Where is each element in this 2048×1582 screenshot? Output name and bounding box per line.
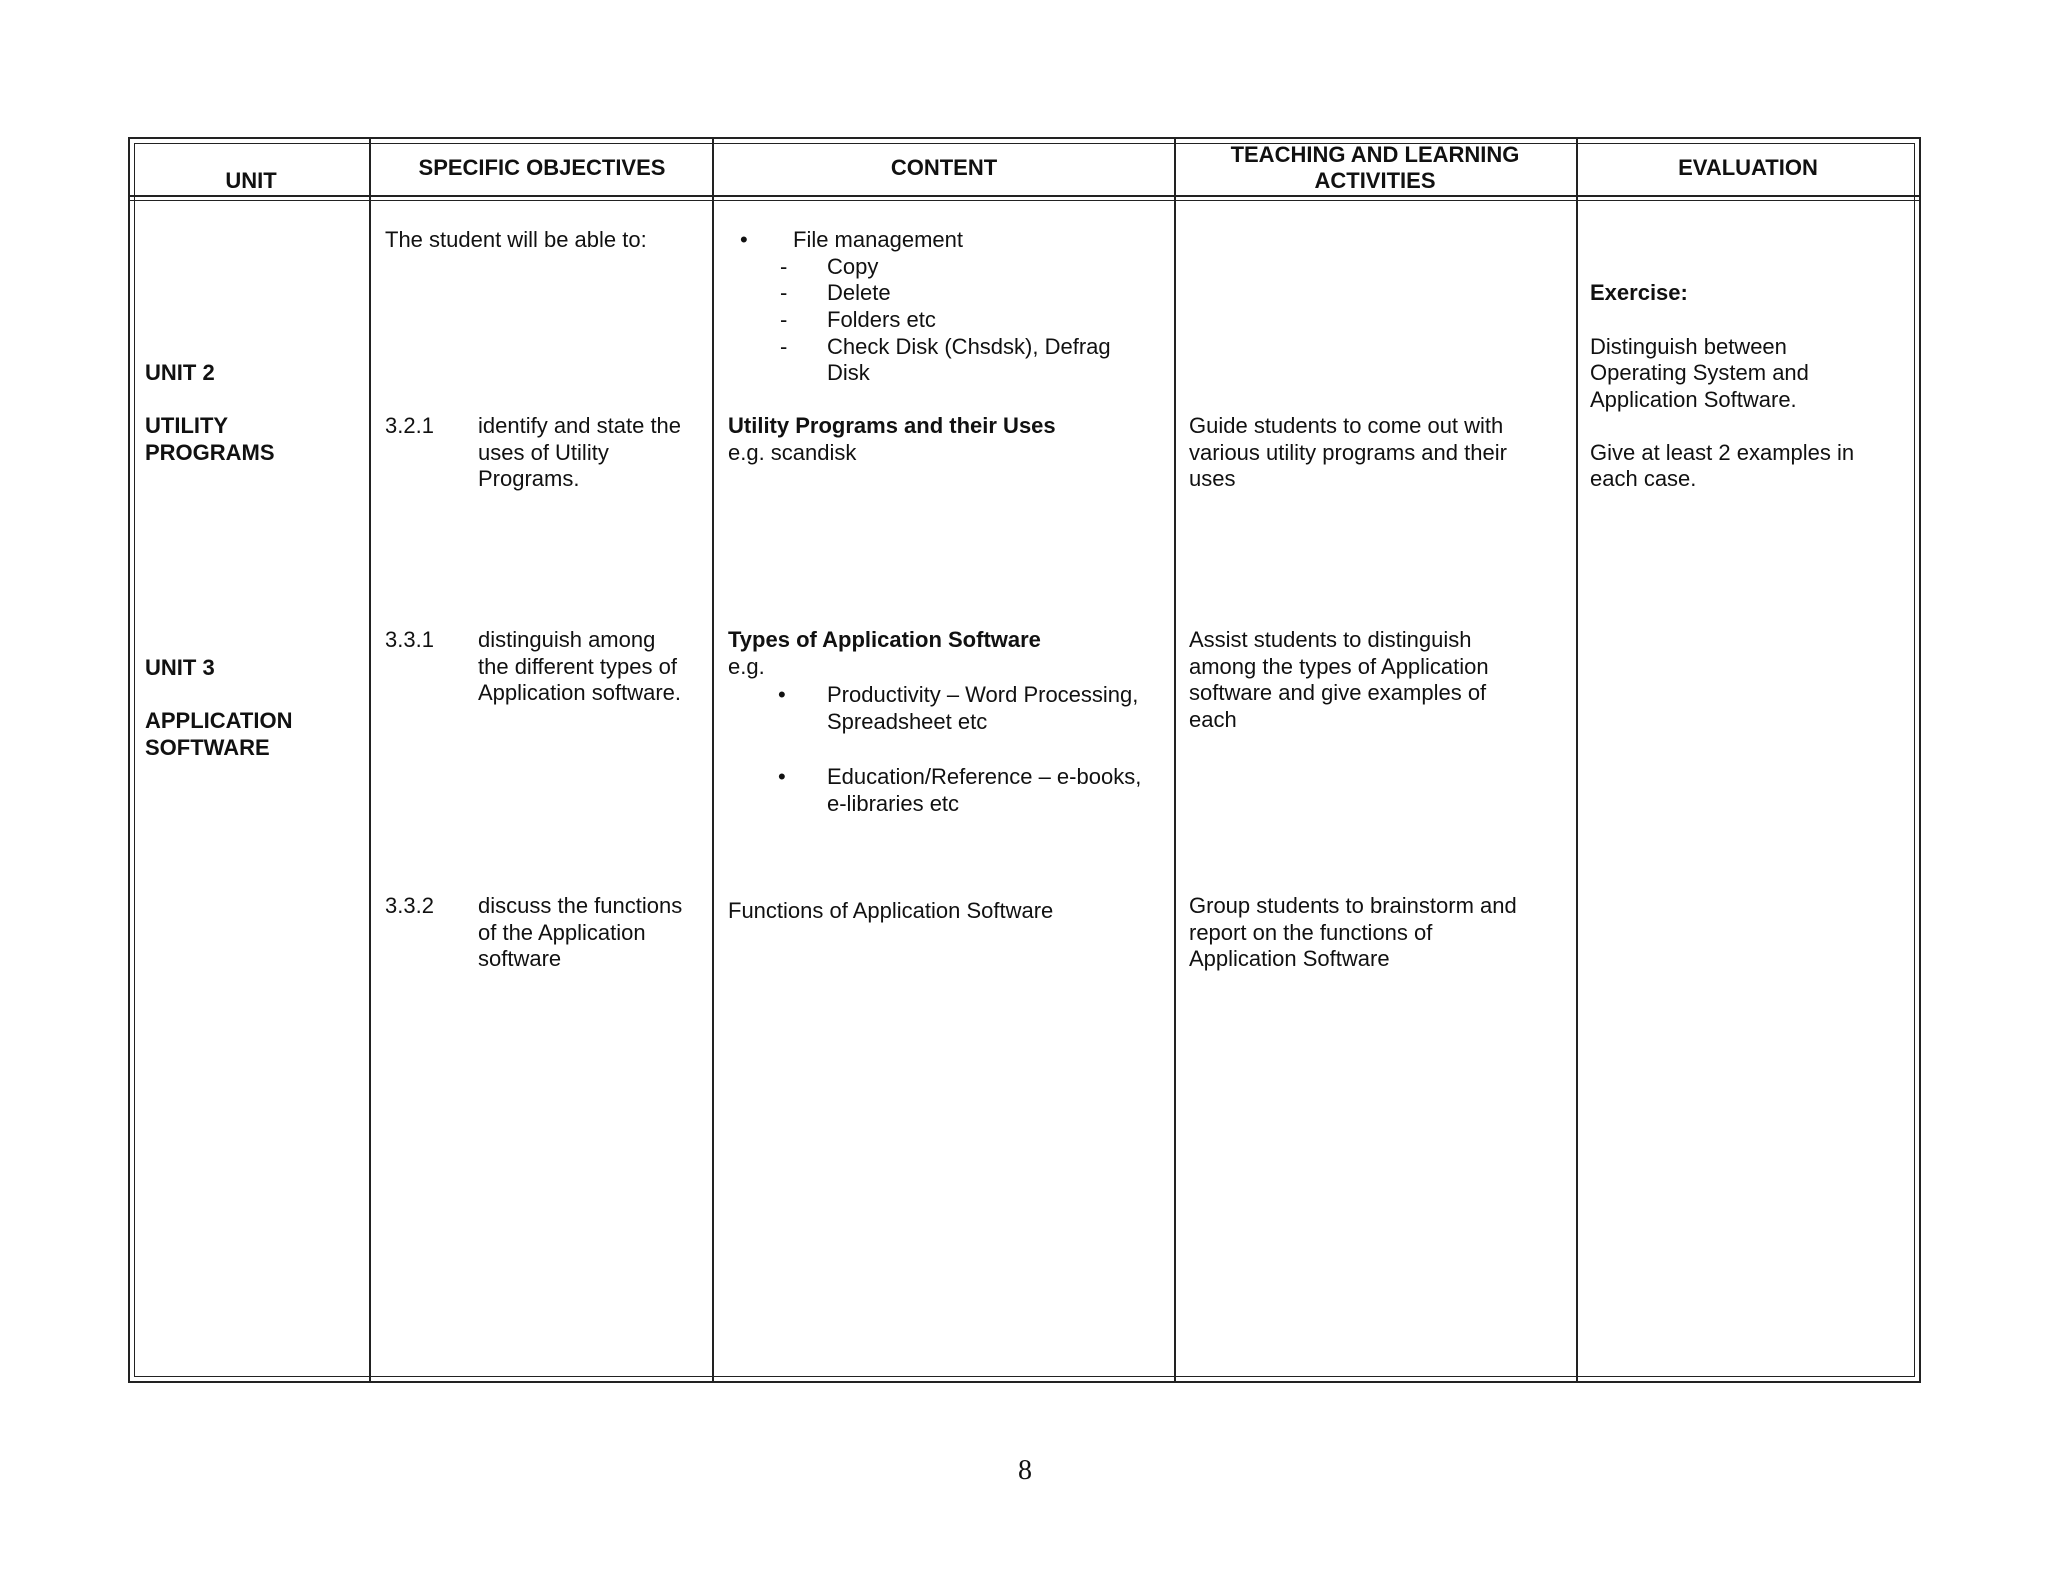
header-activities: TEACHING AND LEARNING ACTIVITIES xyxy=(1230,142,1520,193)
header-evaluation: EVALUATION xyxy=(1678,155,1818,180)
content-types-item: Spreadsheet etc xyxy=(827,709,988,734)
objective-number: 3.3.1 xyxy=(385,627,434,652)
evaluation-text: Distinguish between xyxy=(1590,334,1787,359)
header-content: CONTENT xyxy=(890,155,998,180)
unit3-label: UNIT 3 xyxy=(145,655,215,680)
evaluation-heading: Exercise: xyxy=(1590,280,1688,305)
objective-text: uses of Utility xyxy=(478,440,609,465)
activity-text: Guide students to come out with xyxy=(1189,413,1504,438)
objective-text: Programs. xyxy=(478,466,580,491)
objective-text: distinguish among xyxy=(478,627,656,652)
content-file-sub: Check Disk (Chsdsk), Defrag xyxy=(827,334,1111,359)
unit2-title-2: PROGRAMS xyxy=(145,440,275,465)
content-file-sub: Folders etc xyxy=(827,307,936,332)
activity-text: Group students to brainstorm and xyxy=(1189,893,1517,918)
activity-text: Application Software xyxy=(1189,946,1390,971)
col-divider xyxy=(1174,139,1176,1381)
bullet-icon: • xyxy=(778,682,786,707)
table-inner-border xyxy=(134,143,1915,1377)
unit3-title-2: SOFTWARE xyxy=(145,735,270,760)
dash-icon: - xyxy=(780,307,788,332)
bullet-icon: • xyxy=(778,764,786,789)
evaluation-text: each case. xyxy=(1590,466,1697,491)
content-functions: Functions of Application Software xyxy=(728,898,1054,923)
dash-icon: - xyxy=(780,254,788,279)
content-file-sub: Copy xyxy=(827,254,879,279)
header-divider xyxy=(130,200,1921,201)
objective-text: identify and state the xyxy=(478,413,682,438)
content-types-example: e.g. xyxy=(728,654,765,679)
evaluation-text: Give at least 2 examples in xyxy=(1590,440,1855,465)
content-utility-heading: Utility Programs and their Uses xyxy=(728,413,1056,438)
activity-text: Assist students to distinguish xyxy=(1189,627,1472,652)
content-file-sub: Disk xyxy=(827,360,870,385)
objective-number: 3.3.2 xyxy=(385,893,434,918)
dash-icon: - xyxy=(780,280,788,305)
curriculum-table xyxy=(128,137,1921,1383)
header-divider xyxy=(130,195,1921,197)
bullet-icon: • xyxy=(740,227,748,252)
unit2-title-1: UTILITY xyxy=(145,413,229,438)
objective-text: software xyxy=(478,946,562,971)
content-types-item: e-libraries etc xyxy=(827,791,960,816)
content-types-heading: Types of Application Software xyxy=(728,627,1041,652)
objective-text: discuss the functions xyxy=(478,893,683,918)
content-types-item: Education/Reference – e-books, xyxy=(827,764,1142,789)
objectives-intro: The student will be able to: xyxy=(385,227,647,252)
col-divider xyxy=(369,139,371,1381)
header-unit: UNIT xyxy=(225,168,277,193)
content-types-item: Productivity – Word Processing, xyxy=(827,682,1139,707)
evaluation-text: Application Software. xyxy=(1590,387,1797,412)
header-objectives: SPECIFIC OBJECTIVES xyxy=(418,155,666,180)
content-utility-example: e.g. scandisk xyxy=(728,440,857,465)
col-divider xyxy=(1576,139,1578,1381)
objective-text: of the Application xyxy=(478,920,646,945)
objective-number: 3.2.1 xyxy=(385,413,434,438)
content-file-management: File management xyxy=(793,227,963,252)
unit3-title-1: APPLICATION xyxy=(145,708,293,733)
activity-text: various utility programs and their xyxy=(1189,440,1507,465)
content-file-sub: Delete xyxy=(827,280,891,305)
objective-text: the different types of xyxy=(478,654,677,679)
activity-text: among the types of Application xyxy=(1189,654,1489,679)
activity-text: each xyxy=(1189,707,1237,732)
activity-text: uses xyxy=(1189,466,1236,491)
objective-text: Application software. xyxy=(478,680,681,705)
activity-text: software and give examples of xyxy=(1189,680,1487,705)
dash-icon: - xyxy=(780,334,788,359)
col-divider xyxy=(712,139,714,1381)
activity-text: report on the functions of xyxy=(1189,920,1433,945)
evaluation-text: Operating System and xyxy=(1590,360,1809,385)
unit2-label: UNIT 2 xyxy=(145,360,215,385)
page-number: 8 xyxy=(1018,1455,1032,1486)
